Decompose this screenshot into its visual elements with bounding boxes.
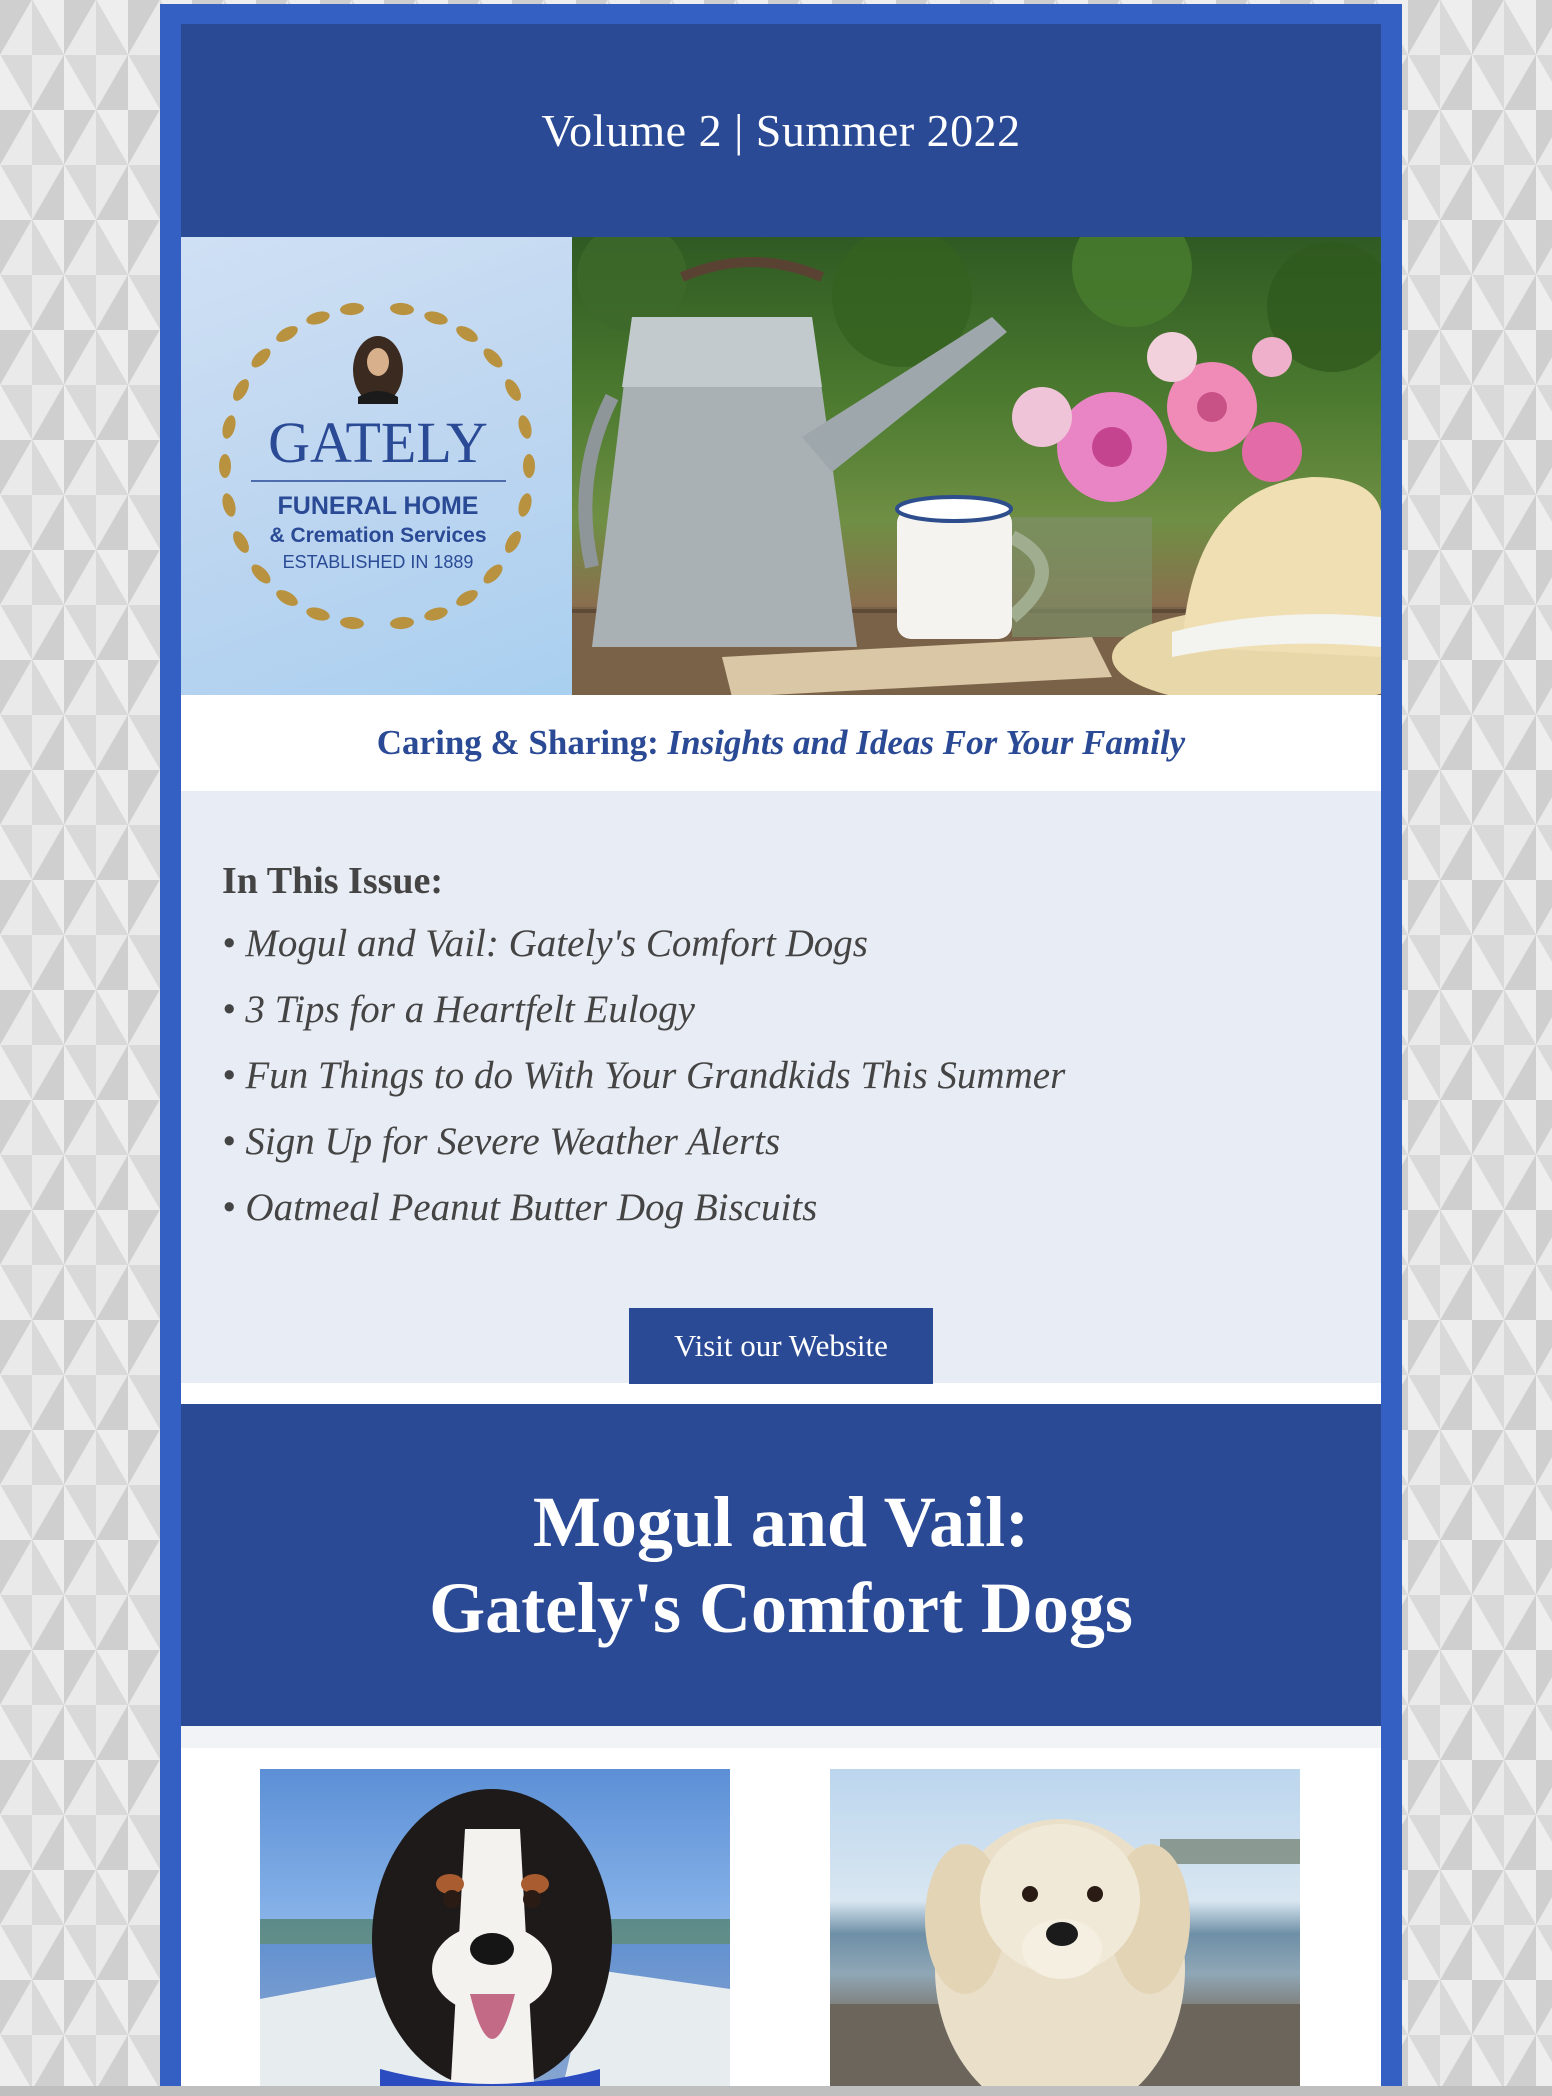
visit-website-button[interactable]: Visit our Website xyxy=(629,1308,933,1384)
newsletter-tagline xyxy=(181,695,1381,791)
logo-panel xyxy=(181,237,572,695)
bernese-dog-illustration xyxy=(260,1769,730,2096)
volume-label: Volume 2 | Summer 2022 xyxy=(541,105,1021,156)
logo-line3: ESTABLISHED IN 1889 xyxy=(282,552,474,572)
hero-banner xyxy=(181,237,1381,695)
issue-title: In This Issue: xyxy=(222,860,444,902)
volume-header xyxy=(181,24,1381,237)
in-this-issue-panel xyxy=(181,791,1381,1383)
summer-still-life-photo xyxy=(572,237,1381,695)
section-heading xyxy=(181,1404,1381,1726)
gately-logo xyxy=(181,237,572,695)
still-life-illustration xyxy=(572,237,1381,695)
logo-line1: FUNERAL HOME xyxy=(277,492,479,520)
section-title-line2: Gately's Comfort Dogs xyxy=(429,1568,1133,1648)
section-title-line1: Mogul and Vail: xyxy=(532,1482,1030,1562)
issue-item: • Sign Up for Severe Weather Alerts xyxy=(222,1120,781,1163)
tagline-lead: Caring & Sharing: xyxy=(376,723,659,762)
logo-line2: & Cremation Services xyxy=(269,524,487,547)
tagline-italic: Insights and Ideas For Your Family xyxy=(667,723,1186,762)
golden-retriever-illustration xyxy=(830,1769,1300,2096)
newsletter-body xyxy=(181,24,1381,2096)
vail-dog-photo xyxy=(830,1769,1300,2096)
newsletter-frame xyxy=(160,4,1402,2096)
mogul-dog-photo xyxy=(260,1769,730,2096)
issue-item: • Oatmeal Peanut Butter Dog Biscuits xyxy=(222,1186,818,1229)
issue-list xyxy=(222,911,1065,1241)
issue-item: • Mogul and Vail: Gately's Comfort Dogs xyxy=(222,922,868,965)
issue-item: • Fun Things to do With Your Grandkids This Summer xyxy=(222,1054,1066,1097)
issue-item: • 3 Tips for a Heartfelt Eulogy xyxy=(222,988,695,1031)
logo-brand: GATELY xyxy=(268,410,488,475)
section-divider xyxy=(181,1726,1381,1748)
window-bottom-edge xyxy=(0,2086,1552,2096)
